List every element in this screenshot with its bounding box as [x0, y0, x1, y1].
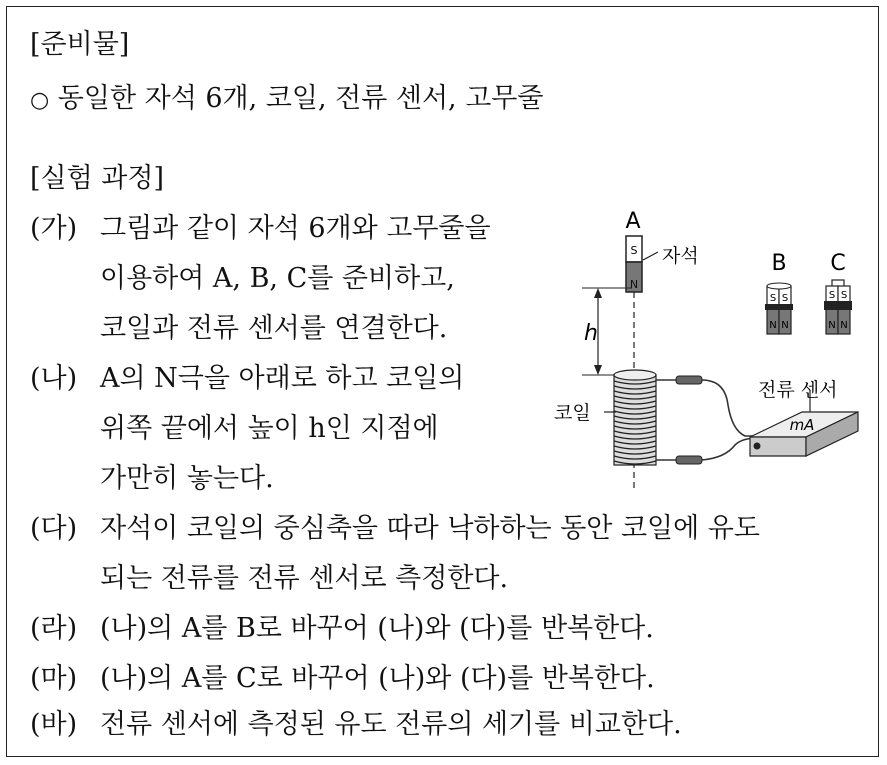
bundle-c-pole-n-1: N [828, 320, 836, 331]
step-label-na: (나) [30, 363, 78, 394]
height-label: h [584, 321, 598, 346]
materials-list [30, 82, 543, 118]
bundle-b-pole-s-2: S [781, 293, 789, 304]
magnet-a-pole-n: N [629, 278, 639, 291]
coil-label: 코일 [554, 402, 591, 424]
experiment-figure [540, 200, 870, 500]
step-ra-line-1: (나)의 A를 B로 바꾸어 (나)와 (다)를 반복한다. [100, 613, 654, 644]
wires [656, 380, 758, 460]
bundle-b-pole-n-1: N [769, 320, 777, 331]
figure-label-c: C [830, 251, 846, 276]
materials-items: 동일한 자석 6개, 코일, 전류 센서, 고무줄 [57, 83, 544, 114]
magnet-a-pole-s: S [630, 244, 638, 257]
magnet-bundle-c [824, 280, 852, 334]
sensor-display: mA [789, 416, 815, 434]
step-label-ra: (라) [30, 613, 78, 644]
step-ma-line-1: (나)의 A를 C로 바꾸어 (나)와 (다)를 반복한다. [100, 663, 655, 694]
step-label-ga: (가) [30, 213, 78, 244]
magnet-label: 자석 [662, 245, 699, 267]
step-ga-line-1: 그림과 같이 자석 6개와 고무줄을 [100, 213, 491, 244]
current-sensor [750, 412, 858, 456]
figure-label-a: A [625, 209, 641, 234]
magnet-bundle-b [765, 283, 793, 334]
step-na-line-3: 가만히 놓는다. [100, 463, 274, 494]
step-da-line-2: 되는 전류를 전류 센서로 측정한다. [100, 563, 509, 594]
coil [614, 370, 656, 465]
figure-label-b: B [771, 251, 787, 276]
clip-bottom [676, 456, 702, 464]
step-da-line-1: 자석이 코일의 중심축을 따라 낙하하는 동안 코일에 유도 [100, 513, 760, 544]
step-ga-line-2: 이용하여 A, B, C를 준비하고, [100, 263, 455, 294]
step-na-line-2: 위쪽 끝에서 높이 h인 지점에 [100, 413, 439, 444]
bundle-c-pole-s-2: S [840, 290, 848, 301]
bullet-marker: ○ [30, 88, 50, 113]
materials-heading: [준비물] [30, 29, 130, 60]
step-label-ba: (바) [30, 709, 78, 740]
sensor-label: 전류 센서 [758, 379, 838, 401]
step-ba-line-1: 전류 센서에 측정된 유도 전류의 세기를 비교한다. [100, 709, 682, 740]
bundle-c-pole-n-2: N [840, 320, 848, 331]
magnet-a [626, 236, 642, 292]
step-label-da: (다) [30, 513, 78, 544]
step-label-ma: (마) [30, 663, 78, 694]
step-na-line-1: A의 N극을 아래로 하고 코일의 [100, 363, 465, 394]
bundle-b-pole-s-1: S [769, 293, 777, 304]
bundle-b-pole-n-2: N [781, 320, 789, 331]
step-ga-line-3: 코일과 전류 센서를 연결한다. [100, 313, 448, 344]
procedure-heading: [실험 과정] [30, 163, 164, 194]
clip-top [676, 376, 702, 384]
bundle-c-pole-s-1: S [828, 290, 836, 301]
